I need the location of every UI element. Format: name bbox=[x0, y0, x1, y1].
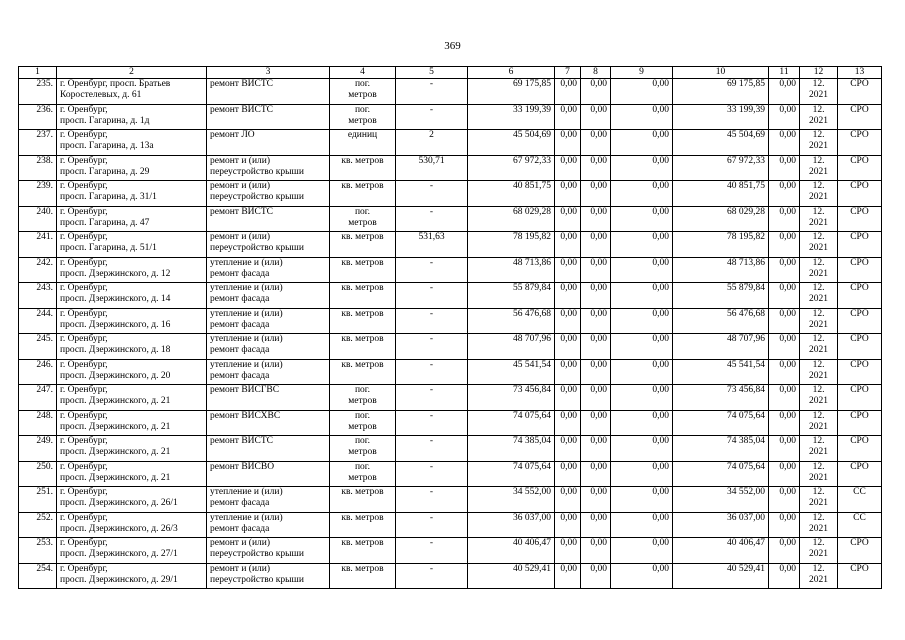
work-type-cell: ремонт и (или) переустройство крыши bbox=[207, 538, 330, 564]
value-cell: 0,00 bbox=[769, 410, 800, 436]
unit-cell: кв. метров bbox=[330, 155, 396, 181]
value-cell: 0,00 bbox=[611, 257, 673, 283]
unit-cell: пог. метров bbox=[330, 385, 396, 411]
address-cell: г. Оренбург, просп. Дзержинского, д. 26/1 bbox=[57, 487, 207, 513]
table-row bbox=[19, 206, 882, 232]
address-cell: г. Оренбург, просп. Дзержинского, д. 12 bbox=[57, 257, 207, 283]
value-cell: 0,00 bbox=[555, 487, 581, 513]
address-cell: г. Оренбург, просп. Гагарина, д. 29 bbox=[57, 155, 207, 181]
executor-cell: СРО bbox=[838, 334, 882, 360]
quantity-cell: - bbox=[396, 104, 468, 130]
address-cell: г. Оренбург, просп. Дзержинского, д. 21 bbox=[57, 410, 207, 436]
quantity-cell: - bbox=[396, 334, 468, 360]
value-cell: 0,00 bbox=[769, 308, 800, 334]
executor-cell: СРО bbox=[838, 563, 882, 589]
row-number: 249. bbox=[19, 436, 57, 462]
value-cell: 0,00 bbox=[769, 385, 800, 411]
unit-cell: пог. метров bbox=[330, 104, 396, 130]
row-number: 248. bbox=[19, 410, 57, 436]
cost-cell: 33 199,39 bbox=[468, 104, 555, 130]
due-date-cell: 12. 2021 bbox=[800, 410, 838, 436]
cost-cell: 56 476,68 bbox=[468, 308, 555, 334]
total-cell: 68 029,28 bbox=[673, 206, 769, 232]
executor-cell: СРО bbox=[838, 436, 882, 462]
due-date-cell: 12. 2021 bbox=[800, 359, 838, 385]
executor-cell: СРО bbox=[838, 308, 882, 334]
cost-cell: 40 529,41 bbox=[468, 563, 555, 589]
cost-cell: 45 541,54 bbox=[468, 359, 555, 385]
total-cell: 33 199,39 bbox=[673, 104, 769, 130]
table-row bbox=[19, 181, 882, 207]
work-type-cell: ремонт ЛО bbox=[207, 130, 330, 156]
value-cell: 0,00 bbox=[555, 385, 581, 411]
executor-cell: СРО bbox=[838, 206, 882, 232]
row-number: 240. bbox=[19, 206, 57, 232]
column-header: 6 bbox=[468, 67, 555, 79]
total-cell: 67 972,33 bbox=[673, 155, 769, 181]
cost-cell: 45 504,69 bbox=[468, 130, 555, 156]
value-cell: 0,00 bbox=[611, 79, 673, 105]
value-cell: 0,00 bbox=[581, 334, 611, 360]
cost-cell: 40 851,75 bbox=[468, 181, 555, 207]
value-cell: 0,00 bbox=[555, 359, 581, 385]
address-cell: г. Оренбург, просп. Гагарина, д. 1д bbox=[57, 104, 207, 130]
executor-cell: СРО bbox=[838, 232, 882, 258]
executor-cell: СРО bbox=[838, 283, 882, 309]
value-cell: 0,00 bbox=[581, 257, 611, 283]
row-number: 242. bbox=[19, 257, 57, 283]
quantity-cell: 530,71 bbox=[396, 155, 468, 181]
value-cell: 0,00 bbox=[555, 410, 581, 436]
header-row bbox=[19, 67, 882, 79]
executor-cell: СРО bbox=[838, 385, 882, 411]
due-date-cell: 12. 2021 bbox=[800, 461, 838, 487]
due-date-cell: 12. 2021 bbox=[800, 308, 838, 334]
cost-cell: 78 195,82 bbox=[468, 232, 555, 258]
executor-cell: СРО bbox=[838, 79, 882, 105]
value-cell: 0,00 bbox=[769, 104, 800, 130]
value-cell: 0,00 bbox=[581, 436, 611, 462]
value-cell: 0,00 bbox=[769, 359, 800, 385]
value-cell: 0,00 bbox=[581, 104, 611, 130]
due-date-cell: 12. 2021 bbox=[800, 538, 838, 564]
executor-cell: СРО bbox=[838, 130, 882, 156]
quantity-cell: - bbox=[396, 512, 468, 538]
value-cell: 0,00 bbox=[581, 283, 611, 309]
value-cell: 0,00 bbox=[611, 181, 673, 207]
column-header: 13 bbox=[838, 67, 882, 79]
total-cell: 73 456,84 bbox=[673, 385, 769, 411]
quantity-cell: - bbox=[396, 563, 468, 589]
column-header: 10 bbox=[673, 67, 769, 79]
row-number: 254. bbox=[19, 563, 57, 589]
value-cell: 0,00 bbox=[769, 512, 800, 538]
table-row bbox=[19, 487, 882, 513]
quantity-cell: - bbox=[396, 283, 468, 309]
executor-cell: СС bbox=[838, 487, 882, 513]
table-row bbox=[19, 308, 882, 334]
value-cell: 0,00 bbox=[555, 257, 581, 283]
quantity-cell: - bbox=[396, 79, 468, 105]
value-cell: 0,00 bbox=[611, 410, 673, 436]
total-cell: 69 175,85 bbox=[673, 79, 769, 105]
value-cell: 0,00 bbox=[769, 538, 800, 564]
total-cell: 36 037,00 bbox=[673, 512, 769, 538]
value-cell: 0,00 bbox=[555, 232, 581, 258]
cost-cell: 40 406,47 bbox=[468, 538, 555, 564]
column-header: 3 bbox=[207, 67, 330, 79]
table-row bbox=[19, 461, 882, 487]
table-row bbox=[19, 512, 882, 538]
cost-cell: 74 075,64 bbox=[468, 461, 555, 487]
row-number: 238. bbox=[19, 155, 57, 181]
work-type-cell: утепление и (или) ремонт фасада bbox=[207, 257, 330, 283]
total-cell: 48 713,86 bbox=[673, 257, 769, 283]
work-type-cell: ремонт ВИСТС bbox=[207, 79, 330, 105]
unit-cell: кв. метров bbox=[330, 232, 396, 258]
work-type-cell: ремонт и (или) переустройство крыши bbox=[207, 232, 330, 258]
address-cell: г. Оренбург, просп. Гагарина, д. 51/1 bbox=[57, 232, 207, 258]
value-cell: 0,00 bbox=[611, 232, 673, 258]
due-date-cell: 12. 2021 bbox=[800, 155, 838, 181]
value-cell: 0,00 bbox=[611, 436, 673, 462]
value-cell: 0,00 bbox=[555, 334, 581, 360]
row-number: 247. bbox=[19, 385, 57, 411]
quantity-cell: 2 bbox=[396, 130, 468, 156]
address-cell: г. Оренбург, просп. Дзержинского, д. 21 bbox=[57, 461, 207, 487]
value-cell: 0,00 bbox=[581, 512, 611, 538]
executor-cell: СРО bbox=[838, 155, 882, 181]
table-row bbox=[19, 436, 882, 462]
quantity-cell: - bbox=[396, 181, 468, 207]
cost-cell: 48 707,96 bbox=[468, 334, 555, 360]
work-type-cell: ремонт и (или) переустройство крыши bbox=[207, 563, 330, 589]
table-body bbox=[19, 79, 882, 589]
value-cell: 0,00 bbox=[555, 538, 581, 564]
value-cell: 0,00 bbox=[581, 359, 611, 385]
value-cell: 0,00 bbox=[581, 563, 611, 589]
cost-cell: 74 385,04 bbox=[468, 436, 555, 462]
total-cell: 48 707,96 bbox=[673, 334, 769, 360]
quantity-cell: - bbox=[396, 308, 468, 334]
work-type-cell: ремонт ВИСХВС bbox=[207, 410, 330, 436]
column-header: 12 bbox=[800, 67, 838, 79]
table-row bbox=[19, 79, 882, 105]
due-date-cell: 12. 2021 bbox=[800, 181, 838, 207]
total-cell: 45 504,69 bbox=[673, 130, 769, 156]
row-number: 243. bbox=[19, 283, 57, 309]
value-cell: 0,00 bbox=[555, 155, 581, 181]
due-date-cell: 12. 2021 bbox=[800, 104, 838, 130]
value-cell: 0,00 bbox=[769, 155, 800, 181]
due-date-cell: 12. 2021 bbox=[800, 334, 838, 360]
quantity-cell: - bbox=[396, 359, 468, 385]
work-type-cell: ремонт ВИСТС bbox=[207, 104, 330, 130]
total-cell: 45 541,54 bbox=[673, 359, 769, 385]
row-number: 252. bbox=[19, 512, 57, 538]
address-cell: г. Оренбург, просп. Дзержинского, д. 16 bbox=[57, 308, 207, 334]
value-cell: 0,00 bbox=[581, 461, 611, 487]
value-cell: 0,00 bbox=[555, 206, 581, 232]
repair-register-table bbox=[18, 66, 882, 589]
value-cell: 0,00 bbox=[555, 461, 581, 487]
due-date-cell: 12. 2021 bbox=[800, 257, 838, 283]
work-type-cell: утепление и (или) ремонт фасада bbox=[207, 512, 330, 538]
table-row bbox=[19, 563, 882, 589]
unit-cell: кв. метров bbox=[330, 334, 396, 360]
value-cell: 0,00 bbox=[769, 283, 800, 309]
cost-cell: 36 037,00 bbox=[468, 512, 555, 538]
row-number: 235. bbox=[19, 79, 57, 105]
quantity-cell: - bbox=[396, 385, 468, 411]
unit-cell: кв. метров bbox=[330, 308, 396, 334]
quantity-cell: - bbox=[396, 206, 468, 232]
value-cell: 0,00 bbox=[769, 257, 800, 283]
value-cell: 0,00 bbox=[555, 79, 581, 105]
value-cell: 0,00 bbox=[555, 104, 581, 130]
unit-cell: пог. метров bbox=[330, 410, 396, 436]
cost-cell: 69 175,85 bbox=[468, 79, 555, 105]
unit-cell: кв. метров bbox=[330, 257, 396, 283]
table-row bbox=[19, 283, 882, 309]
total-cell: 34 552,00 bbox=[673, 487, 769, 513]
cost-cell: 48 713,86 bbox=[468, 257, 555, 283]
value-cell: 0,00 bbox=[581, 181, 611, 207]
column-header: 8 bbox=[581, 67, 611, 79]
value-cell: 0,00 bbox=[769, 563, 800, 589]
value-cell: 0,00 bbox=[769, 232, 800, 258]
table-row bbox=[19, 334, 882, 360]
value-cell: 0,00 bbox=[611, 512, 673, 538]
quantity-cell: - bbox=[396, 257, 468, 283]
row-number: 237. bbox=[19, 130, 57, 156]
value-cell: 0,00 bbox=[769, 206, 800, 232]
executor-cell: СРО bbox=[838, 538, 882, 564]
value-cell: 0,00 bbox=[611, 461, 673, 487]
unit-cell: пог. метров bbox=[330, 436, 396, 462]
column-header: 1 bbox=[19, 67, 57, 79]
value-cell: 0,00 bbox=[581, 232, 611, 258]
work-type-cell: ремонт и (или) переустройство крыши bbox=[207, 181, 330, 207]
executor-cell: СРО bbox=[838, 461, 882, 487]
value-cell: 0,00 bbox=[581, 155, 611, 181]
table-row bbox=[19, 385, 882, 411]
value-cell: 0,00 bbox=[611, 308, 673, 334]
work-type-cell: утепление и (или) ремонт фасада bbox=[207, 334, 330, 360]
unit-cell: кв. метров bbox=[330, 359, 396, 385]
work-type-cell: ремонт и (или) переустройство крыши bbox=[207, 155, 330, 181]
row-number: 241. bbox=[19, 232, 57, 258]
unit-cell: кв. метров bbox=[330, 563, 396, 589]
value-cell: 0,00 bbox=[769, 436, 800, 462]
executor-cell: СРО bbox=[838, 410, 882, 436]
table-row bbox=[19, 410, 882, 436]
work-type-cell: утепление и (или) ремонт фасада bbox=[207, 487, 330, 513]
work-type-cell: ремонт ВИСТС bbox=[207, 436, 330, 462]
unit-cell: пог. метров bbox=[330, 461, 396, 487]
address-cell: г. Оренбург, просп. Дзержинского, д. 27/1 bbox=[57, 538, 207, 564]
value-cell: 0,00 bbox=[611, 206, 673, 232]
due-date-cell: 12. 2021 bbox=[800, 206, 838, 232]
row-number: 239. bbox=[19, 181, 57, 207]
total-cell: 40 406,47 bbox=[673, 538, 769, 564]
value-cell: 0,00 bbox=[555, 308, 581, 334]
value-cell: 0,00 bbox=[611, 283, 673, 309]
value-cell: 0,00 bbox=[769, 334, 800, 360]
executor-cell: СРО bbox=[838, 359, 882, 385]
quantity-cell: 531,63 bbox=[396, 232, 468, 258]
value-cell: 0,00 bbox=[611, 563, 673, 589]
cost-cell: 67 972,33 bbox=[468, 155, 555, 181]
value-cell: 0,00 bbox=[769, 487, 800, 513]
row-number: 253. bbox=[19, 538, 57, 564]
total-cell: 78 195,82 bbox=[673, 232, 769, 258]
value-cell: 0,00 bbox=[555, 181, 581, 207]
row-number: 244. bbox=[19, 308, 57, 334]
address-cell: г. Оренбург, просп. Братьев Коростелевых, д. 61 bbox=[57, 79, 207, 105]
due-date-cell: 12. 2021 bbox=[800, 283, 838, 309]
address-cell: г. Оренбург, просп. Дзержинского, д. 21 bbox=[57, 385, 207, 411]
total-cell: 56 476,68 bbox=[673, 308, 769, 334]
total-cell: 40 529,41 bbox=[673, 563, 769, 589]
unit-cell: пог. метров bbox=[330, 206, 396, 232]
row-number: 246. bbox=[19, 359, 57, 385]
value-cell: 0,00 bbox=[581, 385, 611, 411]
unit-cell: кв. метров bbox=[330, 512, 396, 538]
due-date-cell: 12. 2021 bbox=[800, 487, 838, 513]
value-cell: 0,00 bbox=[555, 436, 581, 462]
address-cell: г. Оренбург, просп. Дзержинского, д. 14 bbox=[57, 283, 207, 309]
work-type-cell: ремонт ВИСВО bbox=[207, 461, 330, 487]
row-number: 236. bbox=[19, 104, 57, 130]
due-date-cell: 12. 2021 bbox=[800, 130, 838, 156]
unit-cell: единиц bbox=[330, 130, 396, 156]
due-date-cell: 12. 2021 bbox=[800, 436, 838, 462]
value-cell: 0,00 bbox=[611, 155, 673, 181]
address-cell: г. Оренбург, просп. Гагарина, д. 47 bbox=[57, 206, 207, 232]
cost-cell: 55 879,84 bbox=[468, 283, 555, 309]
column-header: 11 bbox=[769, 67, 800, 79]
work-type-cell: утепление и (или) ремонт фасада bbox=[207, 308, 330, 334]
table-row bbox=[19, 257, 882, 283]
value-cell: 0,00 bbox=[581, 308, 611, 334]
unit-cell: кв. метров bbox=[330, 487, 396, 513]
value-cell: 0,00 bbox=[581, 538, 611, 564]
row-number: 245. bbox=[19, 334, 57, 360]
table-row bbox=[19, 538, 882, 564]
value-cell: 0,00 bbox=[611, 538, 673, 564]
executor-cell: СРО bbox=[838, 257, 882, 283]
due-date-cell: 12. 2021 bbox=[800, 385, 838, 411]
cost-cell: 74 075,64 bbox=[468, 410, 555, 436]
value-cell: 0,00 bbox=[611, 385, 673, 411]
value-cell: 0,00 bbox=[769, 461, 800, 487]
address-cell: г. Оренбург, просп. Дзержинского, д. 21 bbox=[57, 436, 207, 462]
work-type-cell: ремонт ВИСГВС bbox=[207, 385, 330, 411]
row-number: 251. bbox=[19, 487, 57, 513]
executor-cell: СРО bbox=[838, 181, 882, 207]
cost-cell: 68 029,28 bbox=[468, 206, 555, 232]
column-header: 4 bbox=[330, 67, 396, 79]
unit-cell: кв. метров bbox=[330, 538, 396, 564]
quantity-cell: - bbox=[396, 436, 468, 462]
column-header: 9 bbox=[611, 67, 673, 79]
quantity-cell: - bbox=[396, 538, 468, 564]
cost-cell: 73 456,84 bbox=[468, 385, 555, 411]
value-cell: 0,00 bbox=[581, 410, 611, 436]
address-cell: г. Оренбург, просп. Дзержинского, д. 20 bbox=[57, 359, 207, 385]
due-date-cell: 12. 2021 bbox=[800, 512, 838, 538]
address-cell: г. Оренбург, просп. Дзержинского, д. 29/1 bbox=[57, 563, 207, 589]
quantity-cell: - bbox=[396, 410, 468, 436]
table-row bbox=[19, 359, 882, 385]
value-cell: 0,00 bbox=[581, 79, 611, 105]
value-cell: 0,00 bbox=[581, 206, 611, 232]
total-cell: 55 879,84 bbox=[673, 283, 769, 309]
due-date-cell: 12. 2021 bbox=[800, 232, 838, 258]
table-row bbox=[19, 155, 882, 181]
row-number: 250. bbox=[19, 461, 57, 487]
cost-cell: 34 552,00 bbox=[468, 487, 555, 513]
executor-cell: СС bbox=[838, 512, 882, 538]
address-cell: г. Оренбург, просп. Дзержинского, д. 26/3 bbox=[57, 512, 207, 538]
value-cell: 0,00 bbox=[769, 79, 800, 105]
address-cell: г. Оренбург, просп. Дзержинского, д. 18 bbox=[57, 334, 207, 360]
quantity-cell: - bbox=[396, 487, 468, 513]
table-row bbox=[19, 104, 882, 130]
total-cell: 74 385,04 bbox=[673, 436, 769, 462]
value-cell: 0,00 bbox=[611, 334, 673, 360]
work-type-cell: ремонт ВИСТС bbox=[207, 206, 330, 232]
total-cell: 74 075,64 bbox=[673, 461, 769, 487]
value-cell: 0,00 bbox=[611, 487, 673, 513]
due-date-cell: 12. 2021 bbox=[800, 79, 838, 105]
value-cell: 0,00 bbox=[769, 181, 800, 207]
quantity-cell: - bbox=[396, 461, 468, 487]
column-header: 5 bbox=[396, 67, 468, 79]
work-type-cell: утепление и (или) ремонт фасада bbox=[207, 283, 330, 309]
unit-cell: кв. метров bbox=[330, 181, 396, 207]
value-cell: 0,00 bbox=[769, 130, 800, 156]
total-cell: 40 851,75 bbox=[673, 181, 769, 207]
address-cell: г. Оренбург, просп. Гагарина, д. 13а bbox=[57, 130, 207, 156]
value-cell: 0,00 bbox=[555, 512, 581, 538]
table-row bbox=[19, 232, 882, 258]
executor-cell: СРО bbox=[838, 104, 882, 130]
value-cell: 0,00 bbox=[611, 104, 673, 130]
unit-cell: пог. метров bbox=[330, 79, 396, 105]
value-cell: 0,00 bbox=[555, 283, 581, 309]
value-cell: 0,00 bbox=[555, 563, 581, 589]
table-row bbox=[19, 130, 882, 156]
work-type-cell: утепление и (или) ремонт фасада bbox=[207, 359, 330, 385]
unit-cell: кв. метров bbox=[330, 283, 396, 309]
due-date-cell: 12. 2021 bbox=[800, 563, 838, 589]
address-cell: г. Оренбург, просп. Гагарина, д. 31/1 bbox=[57, 181, 207, 207]
value-cell: 0,00 bbox=[611, 359, 673, 385]
column-header: 2 bbox=[57, 67, 207, 79]
value-cell: 0,00 bbox=[611, 130, 673, 156]
value-cell: 0,00 bbox=[581, 487, 611, 513]
value-cell: 0,00 bbox=[555, 130, 581, 156]
column-header: 7 bbox=[555, 67, 581, 79]
value-cell: 0,00 bbox=[581, 130, 611, 156]
total-cell: 74 075,64 bbox=[673, 410, 769, 436]
page-number: 369 bbox=[444, 40, 461, 52]
